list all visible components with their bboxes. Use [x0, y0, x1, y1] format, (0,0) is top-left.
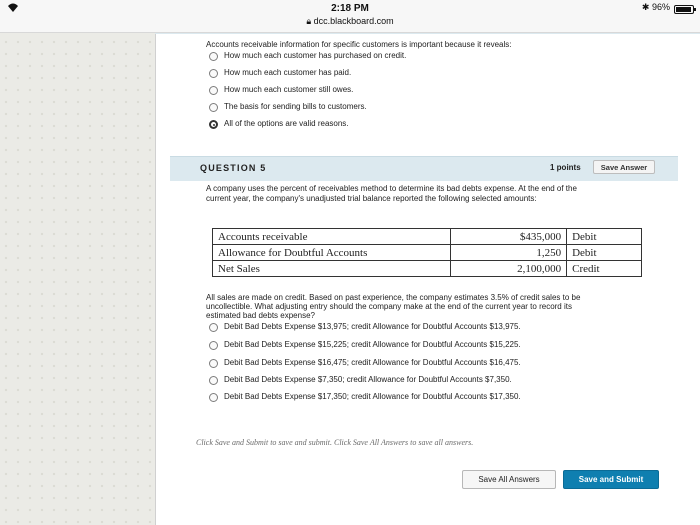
- option-radio-1[interactable]: [209, 323, 218, 332]
- prev-option-label-4: The basis for sending bills to customers.: [224, 102, 367, 111]
- option-label-2: Debit Bad Debts Expense $15,225; credit Allowance for Doubtful Accounts $15,225.: [224, 340, 521, 349]
- prev-option-label-5: All of the options are valid reasons.: [224, 119, 349, 128]
- prev-option-radio-5-selected[interactable]: [209, 120, 218, 129]
- table-row: [213, 229, 642, 245]
- prev-option-radio-1[interactable]: [209, 52, 218, 61]
- bluetooth-icon: ✱: [641, 2, 650, 12]
- prev-option-radio-4[interactable]: [209, 103, 218, 112]
- option-radio-3[interactable]: [209, 359, 218, 368]
- table-row: [213, 261, 642, 277]
- option-radio-5[interactable]: [209, 393, 218, 402]
- save-all-answers-button[interactable]: Save All Answers: [462, 470, 556, 489]
- amount-cell: 2,100,000: [451, 261, 567, 277]
- prev-question-prompt: Accounts receivable information for specific customers is important because it reveals:: [206, 40, 512, 49]
- status-bar: [0, 0, 700, 33]
- side-cell: Credit: [567, 261, 642, 277]
- table-row: [213, 245, 642, 261]
- question-title: QUESTION 5: [200, 163, 267, 173]
- side-cell: Debit: [567, 229, 642, 245]
- save-and-submit-button[interactable]: Save and Submit: [563, 470, 659, 489]
- option-label-4: Debit Bad Debts Expense $7,350; credit Allowance for Doubtful Accounts $7,350.: [224, 375, 512, 384]
- followup-line-2: uncollectible. What adjusting entry should the company make at the end of the current year to record its: [206, 302, 572, 311]
- option-radio-4[interactable]: [209, 376, 218, 385]
- account-cell: Allowance for Doubtful Accounts: [213, 245, 451, 261]
- prev-option-radio-2[interactable]: [209, 69, 218, 78]
- option-label-1: Debit Bad Debts Expense $13,975; credit Allowance for Doubtful Accounts $13,975.: [224, 322, 521, 331]
- trial-balance-table: [212, 228, 642, 277]
- prev-option-label-2: How much each customer has paid.: [224, 68, 352, 77]
- account-cell: Accounts receivable: [213, 229, 451, 245]
- url-text: dcc.blackboard.com: [313, 16, 394, 26]
- side-cell: Debit: [567, 245, 642, 261]
- prev-option-label-3: How much each customer still owes.: [224, 85, 354, 94]
- question-prompt-line-2: current year, the company's unadjusted trial balance reported the following selected amounts:: [206, 194, 537, 203]
- address-bar[interactable]: [0, 16, 700, 27]
- amount-cell: $435,000: [451, 229, 567, 245]
- prev-option-radio-3[interactable]: [209, 86, 218, 95]
- amount-cell: 1,250: [451, 245, 567, 261]
- question-points: 1 points: [550, 163, 581, 172]
- account-cell: Net Sales: [213, 261, 451, 277]
- clock: 2:18 PM: [331, 3, 369, 14]
- lock-icon: 🔒︎: [306, 16, 312, 26]
- battery-icon: [674, 5, 694, 14]
- question-prompt-line-1: A company uses the percent of receivables method to determine its bad debts expense. At the end of the: [206, 184, 577, 193]
- prev-option-label-1: How much each customer has purchased on credit.: [224, 51, 407, 60]
- option-radio-2[interactable]: [209, 341, 218, 350]
- option-label-3: Debit Bad Debts Expense $16,475; credit Allowance for Doubtful Accounts $16,475.: [224, 358, 521, 367]
- followup-line-3: estimated bad debts expense?: [206, 311, 315, 320]
- battery-percent: 96%: [651, 2, 670, 12]
- save-answer-button[interactable]: Save Answer: [593, 160, 655, 174]
- followup-line-1: All sales are made on credit. Based on past experience, the company estimates 3.5% of credit sales to be: [206, 293, 581, 302]
- status-right: [642, 2, 670, 13]
- option-label-5: Debit Bad Debts Expense $17,350; credit Allowance for Doubtful Accounts $17,350.: [224, 392, 521, 401]
- submit-hint: Click Save and Submit to save and submit. Click Save All Answers to save all answers.: [196, 438, 474, 447]
